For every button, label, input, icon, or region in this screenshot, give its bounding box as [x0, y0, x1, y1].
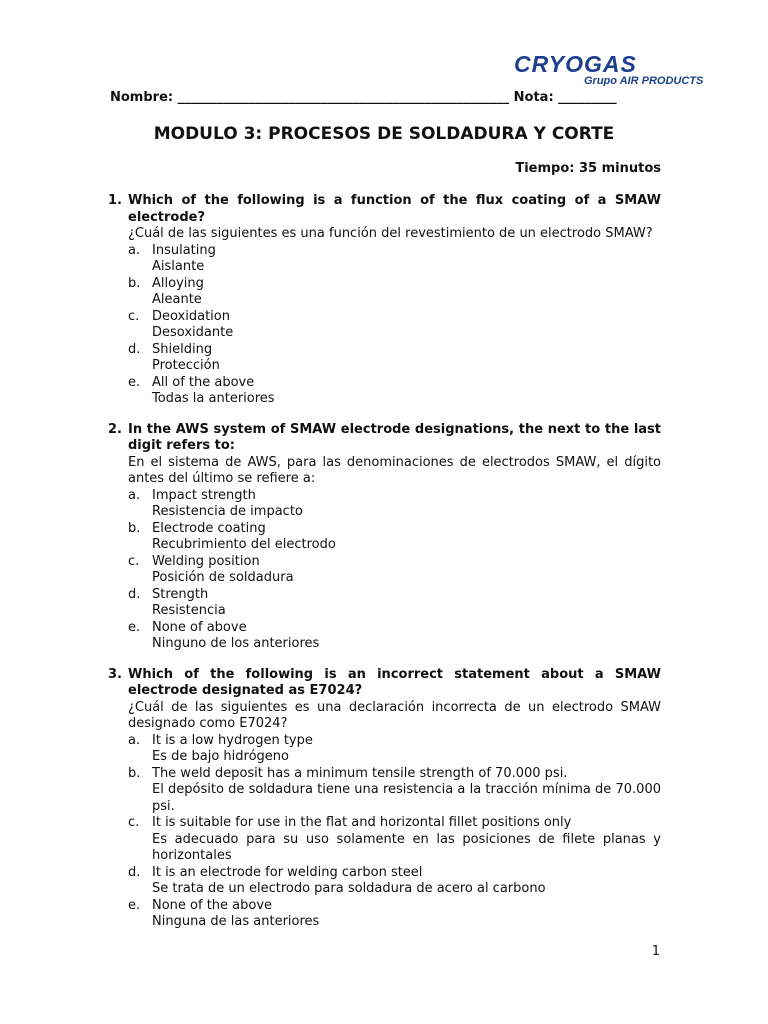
option-es: Es adecuado para su uso solamente en las posiciones de filete planas y horizontales	[152, 831, 661, 863]
option-es: Ninguna de las anteriores	[152, 914, 320, 929]
option-es: El depósito de soldadura tiene una resistencia a la tracción mínima de 70.000 psi.	[152, 782, 661, 814]
question-text-en: 2. In the AWS system of SMAW electrode designations, the next to the last digit refers to:	[108, 421, 661, 453]
option-en: Shielding	[152, 341, 213, 357]
option-letter: a.	[128, 732, 141, 748]
option-en: Strength	[152, 586, 209, 602]
option-es: Posición de soldadura	[152, 570, 294, 585]
option-es: Desoxidante	[152, 325, 234, 340]
option-en: Deoxidation	[152, 308, 230, 324]
question-number: 3.	[108, 666, 122, 682]
option-letter: c.	[128, 308, 140, 324]
question-text-es: En el sistema de AWS, para las denominaciones de electrodos SMAW, el dígito antes del último se refiere a:	[128, 454, 661, 486]
option-es: Aleante	[152, 292, 202, 307]
question-number: 2.	[108, 421, 122, 437]
option-en: Welding position	[152, 553, 260, 569]
option-es: Aislante	[152, 259, 205, 274]
option[interactable]	[108, 587, 661, 620]
option-en: Alloying	[152, 275, 204, 291]
option[interactable]	[108, 865, 661, 898]
option-es: Es de bajo hidrógeno	[152, 749, 289, 764]
option[interactable]	[108, 620, 661, 653]
option[interactable]	[108, 554, 661, 587]
option[interactable]	[108, 766, 661, 816]
option-letter: d.	[128, 864, 141, 880]
option-letter: c.	[128, 815, 140, 830]
option-es: Todas la anteriores	[152, 391, 275, 406]
option-es: Se trata de un electrodo para soldadura de acero al carbono	[152, 881, 546, 896]
option-es: Resistencia de impacto	[152, 504, 303, 519]
option-en: The weld deposit has a minimum tensile strength of 70.000 psi.	[152, 765, 568, 781]
option[interactable]	[108, 488, 661, 521]
option-letter: e.	[128, 619, 141, 635]
cryogas-logo	[512, 52, 726, 86]
option-letter: a.	[128, 487, 141, 503]
option-en: It is an electrode for welding carbon steel	[152, 864, 423, 880]
option-es: Resistencia	[152, 603, 226, 618]
option[interactable]	[108, 898, 661, 931]
question-text-es: ¿Cuál de las siguientes es una declaración incorrecta de un electrodo SMAW designado como E7024?	[128, 699, 661, 731]
question-text-es: ¿Cuál de las siguientes es una función del revestimiento de un electrodo SMAW?	[128, 226, 653, 241]
question-text-en: 1. Which of the following is a function of the flux coating of a SMAW electrode?	[108, 193, 661, 225]
question-text-en: 3. Which of the following is an incorrect statement about a SMAW electrode designated as E7024?	[108, 666, 661, 698]
option[interactable]	[108, 309, 661, 342]
option-letter: e.	[128, 897, 141, 913]
option-en: Electrode coating	[152, 520, 266, 536]
option-letter: a.	[128, 242, 141, 258]
option-letter: c.	[128, 553, 140, 569]
option[interactable]	[108, 342, 661, 375]
option-en: None of above	[152, 619, 247, 635]
option-en: It is a low hydrogen type	[152, 732, 313, 748]
option[interactable]	[108, 243, 661, 276]
option[interactable]	[108, 733, 661, 766]
question-2	[108, 422, 661, 653]
option[interactable]	[108, 815, 661, 865]
time-limit: Tiempo: 35 minutos	[515, 161, 661, 176]
question-number: 1.	[108, 193, 122, 208]
option-letter: e.	[128, 374, 141, 390]
option-letter: b.	[128, 275, 141, 291]
page-title: MODULO 3: PROCESOS DE SOLDADURA Y CORTE	[153, 124, 615, 144]
option-letter: b.	[128, 520, 141, 536]
option[interactable]	[108, 521, 661, 554]
question-list	[108, 193, 661, 945]
question-1	[108, 193, 661, 408]
option-letter: d.	[128, 586, 141, 602]
option[interactable]	[108, 375, 661, 408]
option-en: All of the above	[152, 374, 255, 390]
option-letter: b.	[128, 765, 141, 781]
option-es: Recubrimiento del electrodo	[152, 537, 336, 552]
option-es: Protección	[152, 358, 220, 373]
logo-brand: CRYOGAS	[514, 52, 637, 77]
logo-sub: Grupo AIR PRODUCTS	[584, 75, 704, 86]
option-en: It is suitable for use in the flat and horizontal fillet positions only	[152, 815, 572, 830]
name-grade-line: Nombre: ___________________________________________________ Nota: _________	[110, 90, 617, 105]
page-number: 1	[651, 944, 660, 959]
option-en: Impact strength	[152, 487, 256, 503]
option-en: Insulating	[152, 242, 216, 258]
question-3	[108, 667, 661, 931]
option-letter: d.	[128, 341, 141, 357]
option-es: Ninguno de los anteriores	[152, 636, 320, 651]
option[interactable]	[108, 276, 661, 309]
option-en: None of the above	[152, 897, 273, 913]
